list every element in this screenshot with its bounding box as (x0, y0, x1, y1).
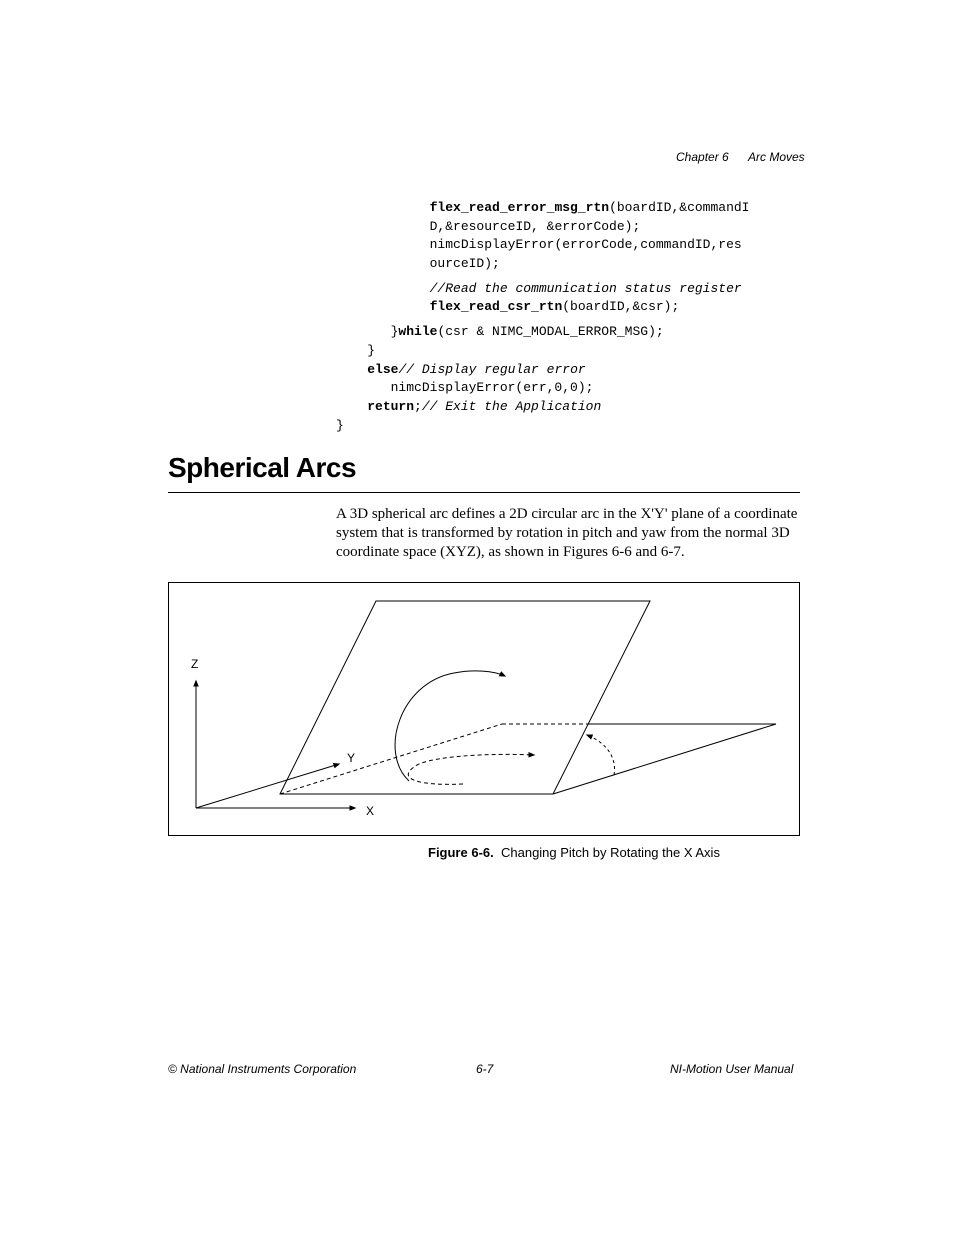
code-text: } (390, 324, 399, 340)
code-line (336, 323, 750, 342)
code-text: ; (414, 398, 422, 414)
rotation-arrow (587, 735, 615, 775)
code-text: nimcDisplayError(err,0,0); (390, 380, 594, 396)
pitch-diagram (169, 583, 799, 835)
code-text: (boardID,&commandI (609, 200, 750, 215)
code-text: (csr & NIMC_MODAL_ERROR_MSG); (437, 324, 664, 340)
header-chapter: Chapter 6 (676, 150, 729, 164)
code-block (336, 199, 750, 435)
code-keyword: return (367, 398, 415, 414)
code-comment: //Read the communication status register (429, 280, 742, 296)
code-comment: // Exit the Application (421, 398, 602, 414)
code-keyword: else (367, 361, 399, 377)
axis-label-x: X (366, 804, 375, 818)
code-line (336, 361, 750, 380)
code-text: ourceID); (429, 256, 500, 272)
horizontal-plane-edge (553, 724, 776, 794)
section-body: A 3D spherical arc defines a 2D circular arc in the X'Y' plane of a coordinate system that is transformed by rotation in pitch and yaw from the normal 3D coordinate space (XYZ), as shown in Figures 6-6 and 6-7. (336, 506, 798, 560)
code-function: flex_read_error_msg_rtn (429, 200, 610, 215)
axis-label-y: Y (347, 751, 356, 765)
hidden-plane-edge (280, 724, 502, 794)
code-text: } (336, 417, 344, 433)
code-text: } (367, 342, 376, 358)
code-line (336, 379, 750, 398)
code-comment: // Display regular error (398, 361, 586, 377)
code-text: nimcDisplayError(errorCode,commandID,res (429, 237, 742, 253)
section-rule (168, 492, 800, 493)
code-line (336, 298, 750, 317)
code-keyword: while (398, 324, 438, 340)
axis-label-z: Z (191, 657, 199, 671)
code-line (336, 417, 750, 436)
code-line (336, 398, 750, 417)
figure-caption-label: Figure 6-6. (428, 845, 494, 860)
section-title: Spherical Arcs (168, 452, 357, 483)
code-text: D,&resourceID, &errorCode); (429, 218, 641, 234)
code-text: (boardID,&csr); (562, 299, 680, 315)
y-axis (196, 764, 339, 808)
tilted-arc (395, 671, 505, 781)
footer-page-number: 6-7 (476, 1062, 494, 1076)
figure-caption (428, 845, 720, 860)
footer-right: NI-Motion User Manual (670, 1062, 794, 1076)
footer-left: © National Instruments Corporation (168, 1062, 357, 1076)
code-function: flex_read_csr_rtn (429, 299, 563, 315)
code-line (336, 255, 750, 274)
figure-caption-text: Changing Pitch by Rotating the X Axis (500, 845, 720, 860)
code-line (336, 342, 750, 361)
code-line (336, 236, 750, 255)
figure-frame (168, 582, 800, 836)
original-arc (408, 754, 534, 784)
code-line (336, 199, 750, 218)
code-line (336, 218, 750, 237)
code-line (336, 280, 750, 299)
header-section: Arc Moves (748, 150, 805, 164)
